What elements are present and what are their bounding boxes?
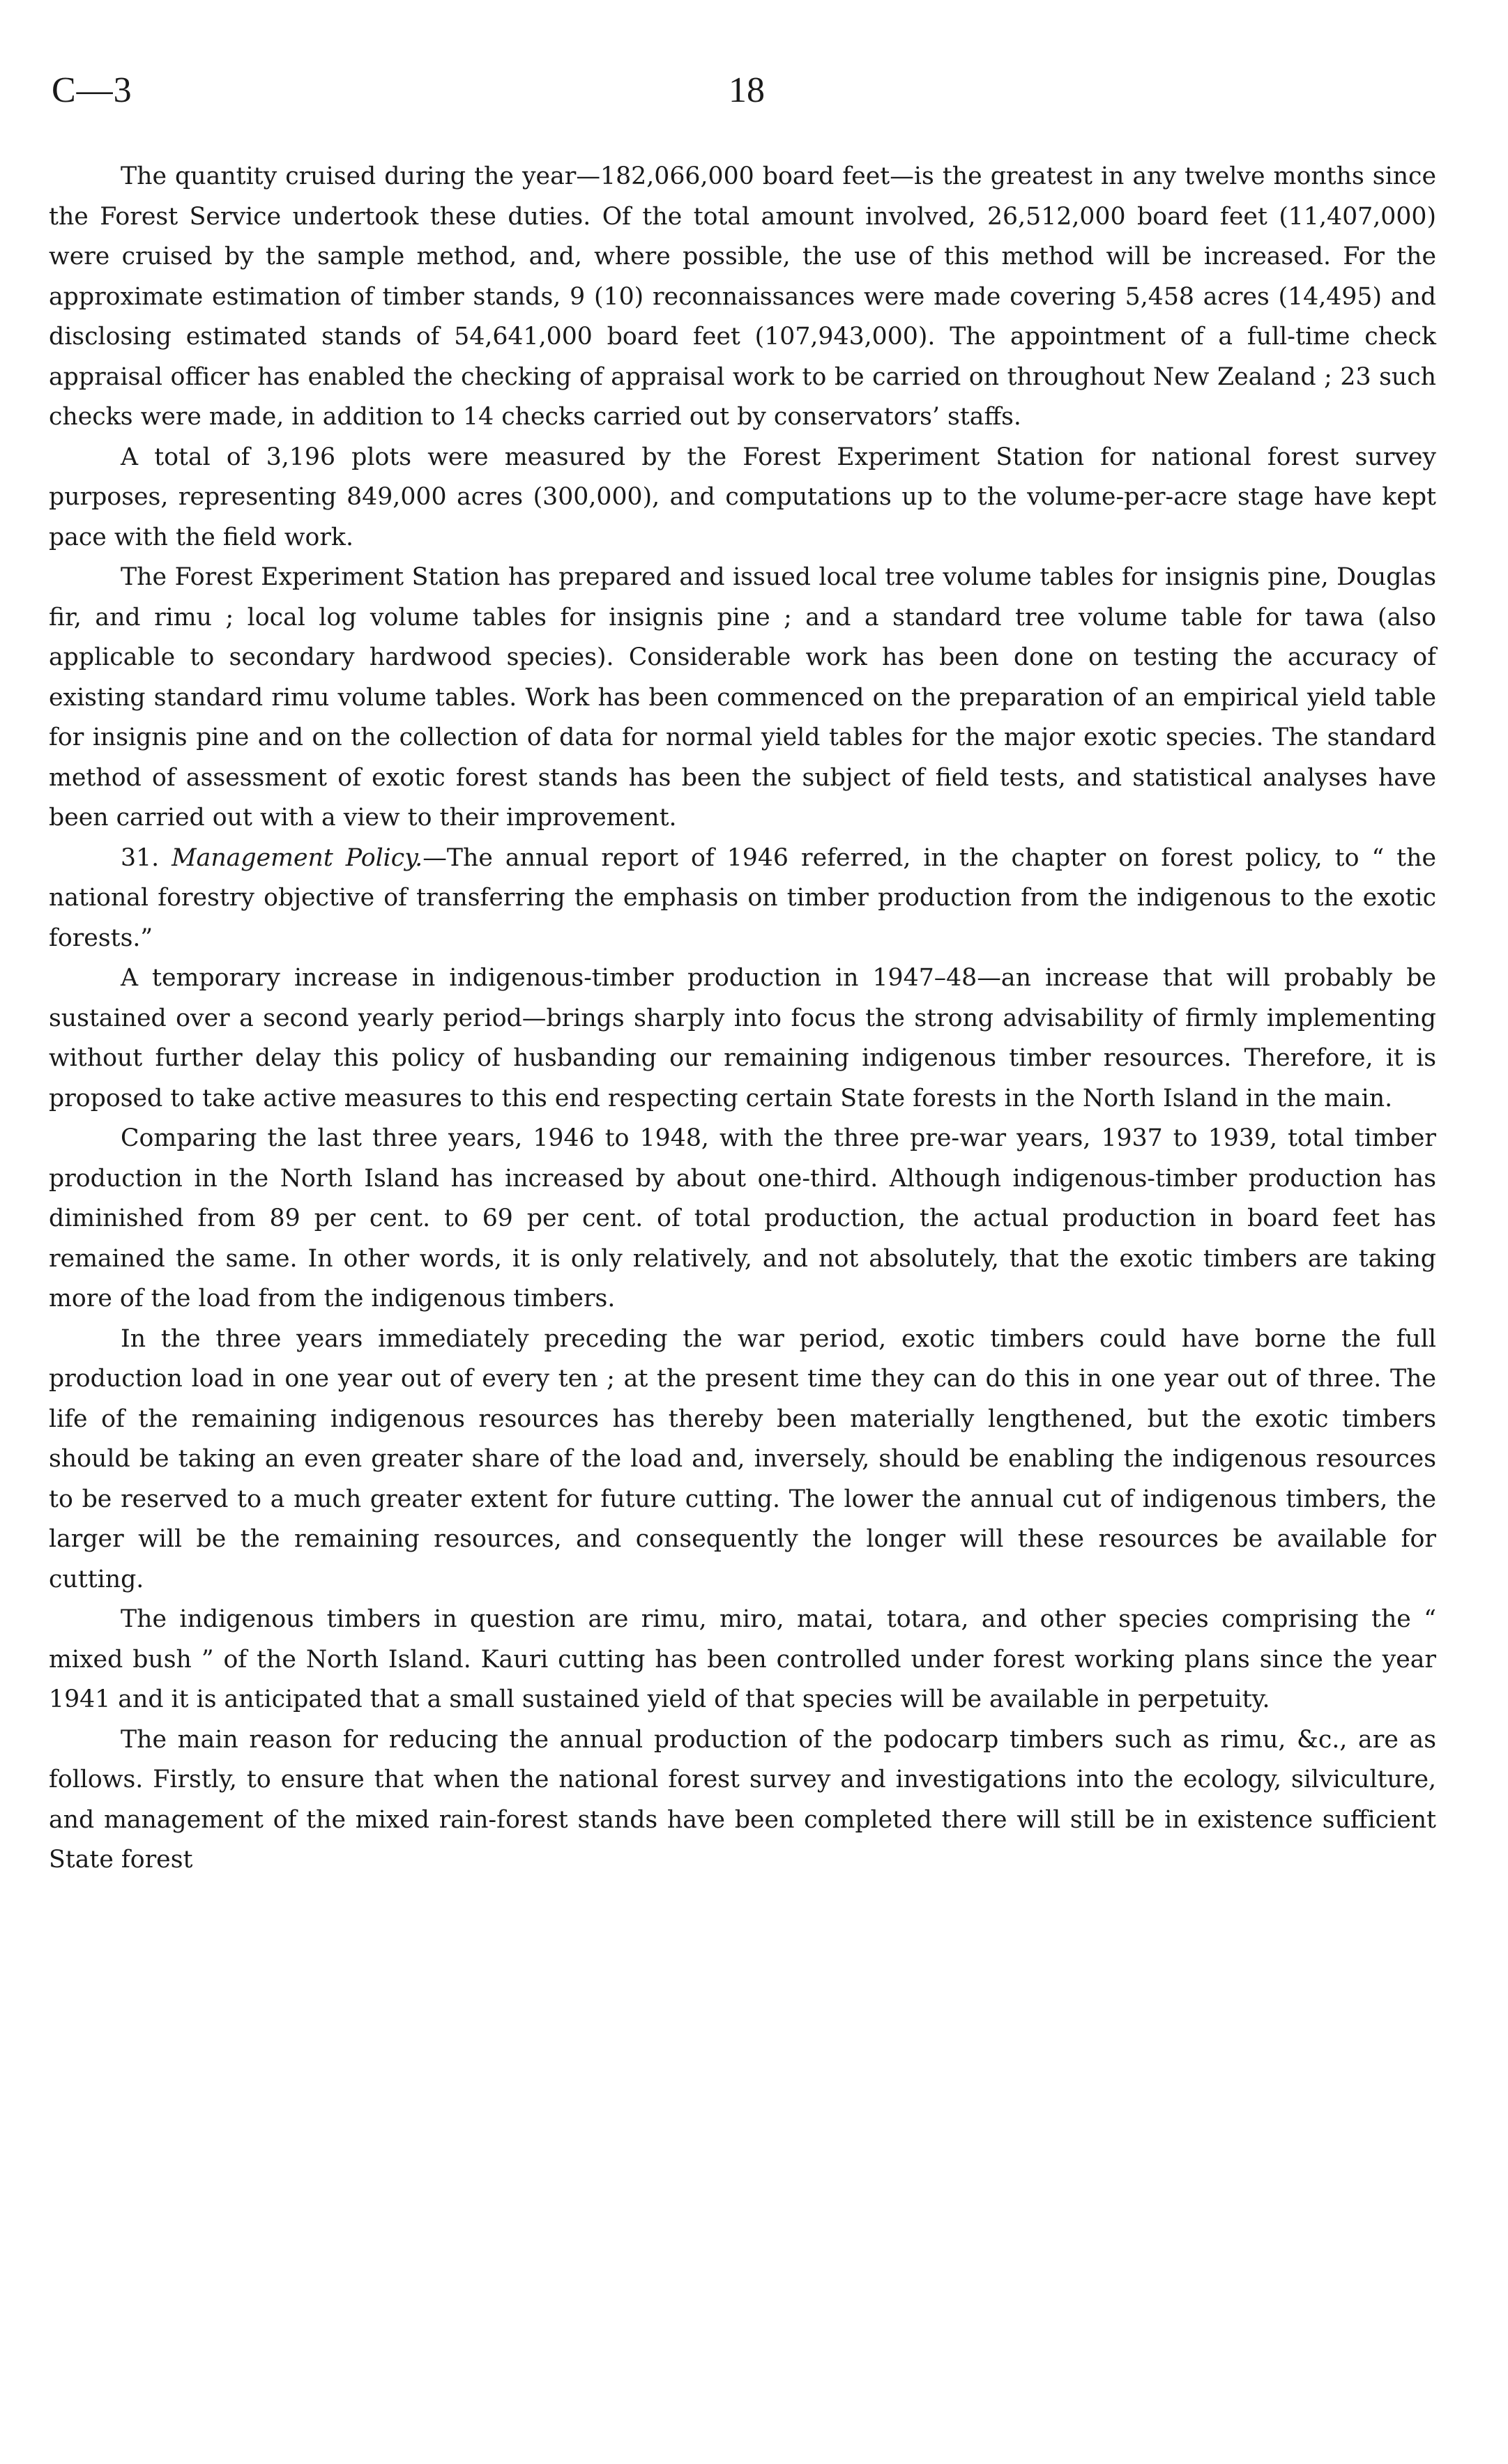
paragraph-cruising: The quantity cruised during the year—182,066,000 board feet—is the greatest in any twelve months since the Forest Service undertook these duties. Of the total amount involved, 26,512,000 board feet (11,407,000) were cruised by the sample method, and, where possible, the use of this method will be increased. For the approximate estimation of timber stands, 9 (10) reconnaissances were made covering 5,458 acres (14,495) and disclosing estimated stands of 54,641,000 board feet (107,943,000). The appointment of a full-time check appraisal officer has enabled the checking of appraisal work to be carried on throughout New Zealand ; 23 such checks were made, in addition to 14 checks carried out by conservators’ staffs. xyxy=(49,162,1436,431)
paragraph-comparing-years: Comparing the last three years, 1946 to 1948, with the three pre-war years, 1937 to 1939, total timber production in the North Island has increased by about one-third. Although indigenous-timber production has diminished from 89 per cent. to 69 per cent. of total production, the actual production in board feet has remained the same. In other words, it is only relatively, and not absolutely, that the exotic timbers are taking more of the load from the indigenous timbers. xyxy=(49,1124,1436,1313)
page-number: 18 xyxy=(729,70,765,110)
paragraph-plots: A total of 3,196 plots were measured by the Forest Experiment Station for national forest survey purposes, representing 849,000 acres (300,000), and computations up to the volume-per-acre stage have kept pace with the field work. xyxy=(49,443,1436,551)
paragraph-temporary-increase: A temporary increase in indigenous-timber production in 1947–48—an increase that will probably be sustained over a second yearly period—brings sharply into focus the strong advisability of firmly implementing without further delay this policy of husbanding our remaining indigenous timber resources. Therefore, it is proposed to take active measures to this end respecting certain State forests in the North Island in the main. xyxy=(49,964,1436,1112)
page-header xyxy=(49,70,1459,118)
section-title: Management Policy. xyxy=(172,843,423,872)
paragraph-indigenous-timbers: The indigenous timbers in question are rimu, miro, matai, totara, and other species comprising the “ mixed bush ” of the North Island. Kauri cutting has been controlled under forest working plans since the year 1941 and it is anticipated that a small sustained yield of that species will be available in perpetuity. xyxy=(49,1605,1436,1713)
document-code: C—3 xyxy=(52,70,132,110)
paragraph-volume-tables: The Forest Experiment Station has prepared and issued local tree volume tables for insignis pine, Douglas fir, and rimu ; local log volume tables for insignis pine ; and a standard tree volume table for tawa (also applicable to secondary hardwood species). Considerable work has been done on testing the accuracy of existing standard rimu volume tables. Work has been commenced on the preparation of an empirical yield table for insignis pine and on the collection of data for normal yield tables for the major exotic species. The standard method of assessment of exotic forest stands has been the subject of field tests, and statistical analyses have been carried out with a view to their improvement. xyxy=(49,563,1436,832)
paragraph-main-reason: The main reason for reducing the annual production of the podocarp timbers such as rimu, &c., are as follows. Firstly, to ensure that when the national forest survey and investigations into the ecology, silviculture, and management of the mixed rain-forest stands have been completed there will still be in existence sufficient State forest xyxy=(49,1725,1436,1874)
section-text: —The annual report of 1946 referred, in the chapter on forest policy, to “ the national forestry objective of transferring the emphasis on timber production from the indigenous to the exotic forests.” xyxy=(49,843,1436,952)
section-management-policy xyxy=(49,839,1436,959)
section-number: 31. xyxy=(121,843,172,872)
body-text xyxy=(49,157,1436,1881)
paragraph-war-period: In the three years immediately preceding the war period, exotic timbers could have borne the full production load in one year out of every ten ; at the present time they can do this in one year out of three. The life of the remaining indigenous resources has thereby been materially lengthened, but the exotic timbers should be taking an even greater share of the load and, inversely, should be enabling the indigenous resources to be reserved to a much greater extent for future cutting. The lower the annual cut of indigenous timbers, the larger will be the remaining resources, and consequently the longer will these resources be available for cutting. xyxy=(49,1324,1436,1593)
